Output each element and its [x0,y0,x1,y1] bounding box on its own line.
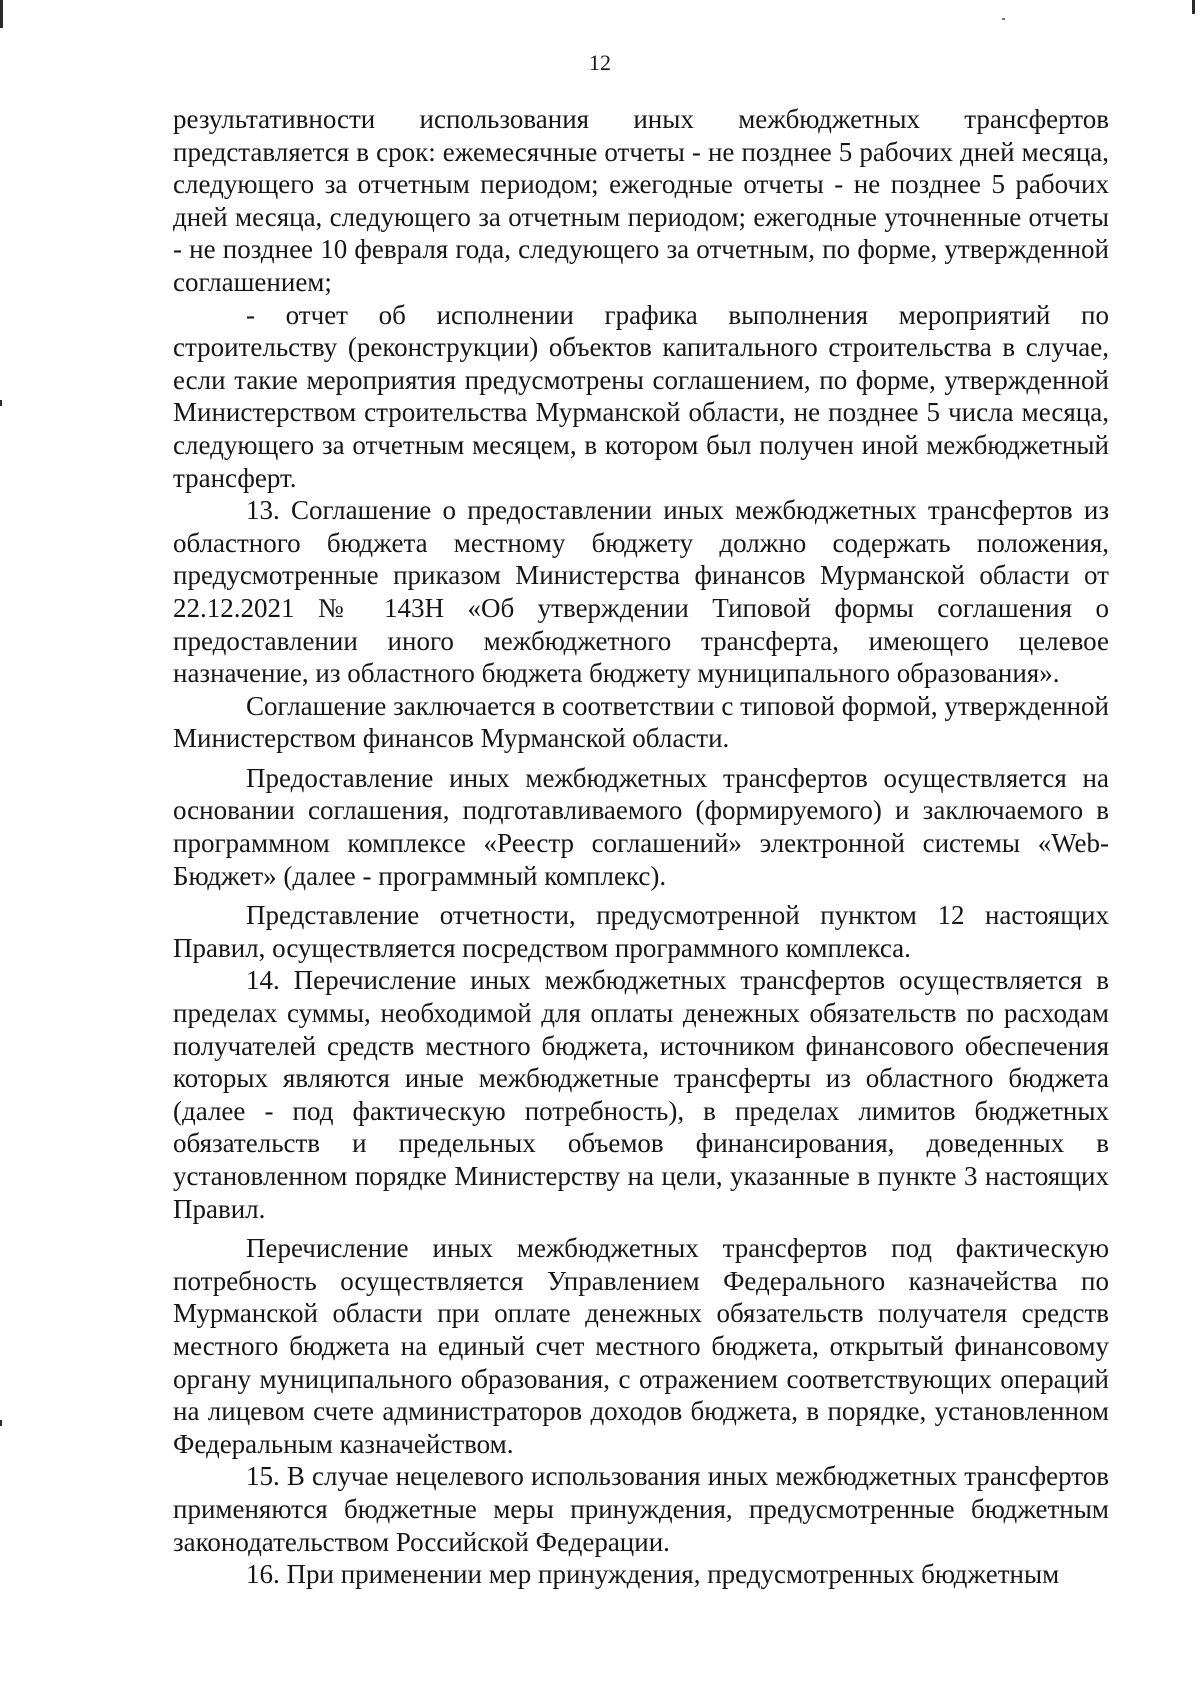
scan-edge-mark [0,1420,2,1426]
paragraph-agreement-form: Соглашение заключается в соответствии с типовой формой, утвержденной Министерством финансов Мурманской области. [173,690,1109,754]
page-number: 12 [589,50,611,75]
scan-edge-mark [0,0,3,28]
scan-edge-mark [0,400,2,406]
paragraph-transfer-treasury: Перечисление иных межбюджетных трансфертов под фактическую потребность осуществляется Управлением Федерального казначейства по Мурманской области при оплате денежных обязательств получателя средств местного бюджета на единый счет местного бюджета, открытый финансовому органу муниципального образования, с отражением соответствующих операций на лицевом счете администраторов доходов бюджета, в порядке, установленном Федеральным казначейством. [173,1233,1109,1459]
paragraph-reporting-submission: Представление отчетности, предусмотренной пунктом 12 настоящих Правил, осуществляется посредством программного комплекса. [173,900,1109,963]
paragraph-14-transfer: 14. Перечисление иных межбюджетных трансфертов осуществляется в пределах суммы, необходимой для оплаты денежных обязательств по расходам получателей средств местного бюджета, источником финансового обеспечения которых являются иные межбюджетные трансферты из областного бюджета (далее - под фактическую потребность), в пределах лимитов бюджетных обязательств и предельных объемов финансирования, доведенных в установленном порядке Министерству на цели, указанные в пункте 3 настоящих Правил. [173,965,1109,1224]
scan-edge-mark [1192,0,1195,14]
paragraph-16-enforcement: 16. При применении мер принуждения, предусмотренных бюджетным [246,1559,1060,1590]
paragraph-13-agreement: 13. Соглашение о предоставлении иных межбюджетных трансфертов из областного бюджета местному бюджету должно содержать положения, предусмотренные приказом Министерства финансов Мурманской области от 22.12.2021 № 143Н «Об утверждении Типовой формы соглашения о предоставлении иного межбюджетного трансферта, имеющего целевое назначение, из областного бюджета бюджету муниципального образования». [173,495,1109,689]
paragraph-agreement-basis: Предоставление иных межбюджетных трансфертов осуществляется на основании соглашения, подготавливаемого (формируемого) и заключаемого в программном комплексе «Реестр соглашений» электронной системы «Web-Бюджет» (далее - программный комплекс). [173,762,1109,891]
paragraph-15-misuse: 15. В случае нецелевого использования иных межбюджетных трансфертов применяются бюджетные меры принуждения, предусмотренные бюджетным законодательством Российской Федерации. [173,1461,1109,1557]
paragraph-construction-report: - отчет об исполнении графика выполнения мероприятий по строительству (реконструкции) объектов капитального строительства в случае, если такие мероприятия предусмотрены соглашением, по форме, утвержденной Министерством строительства Мурманской области, не позднее 5 числа месяца, следующего за отчетным месяцем, в котором был получен иной межбюджетный трансферт. [173,299,1109,493]
scan-dust-mark [1002,18,1005,20]
paragraph-reporting-deadlines: результативности использования иных межбюджетных трансфертов представляется в срок: ежемесячные отчеты - не позднее 5 рабочих дней месяца, следующего за отчетным периодом; ежегодные отчеты - не позднее 5 рабочих дней месяца, следующего за отчетным периодом; ежегодные уточненные отчеты - не позднее 10 февраля года, следующего за отчетным, по форме, утвержденной соглашением; [173,104,1109,297]
document-body [173,103,1109,1591]
